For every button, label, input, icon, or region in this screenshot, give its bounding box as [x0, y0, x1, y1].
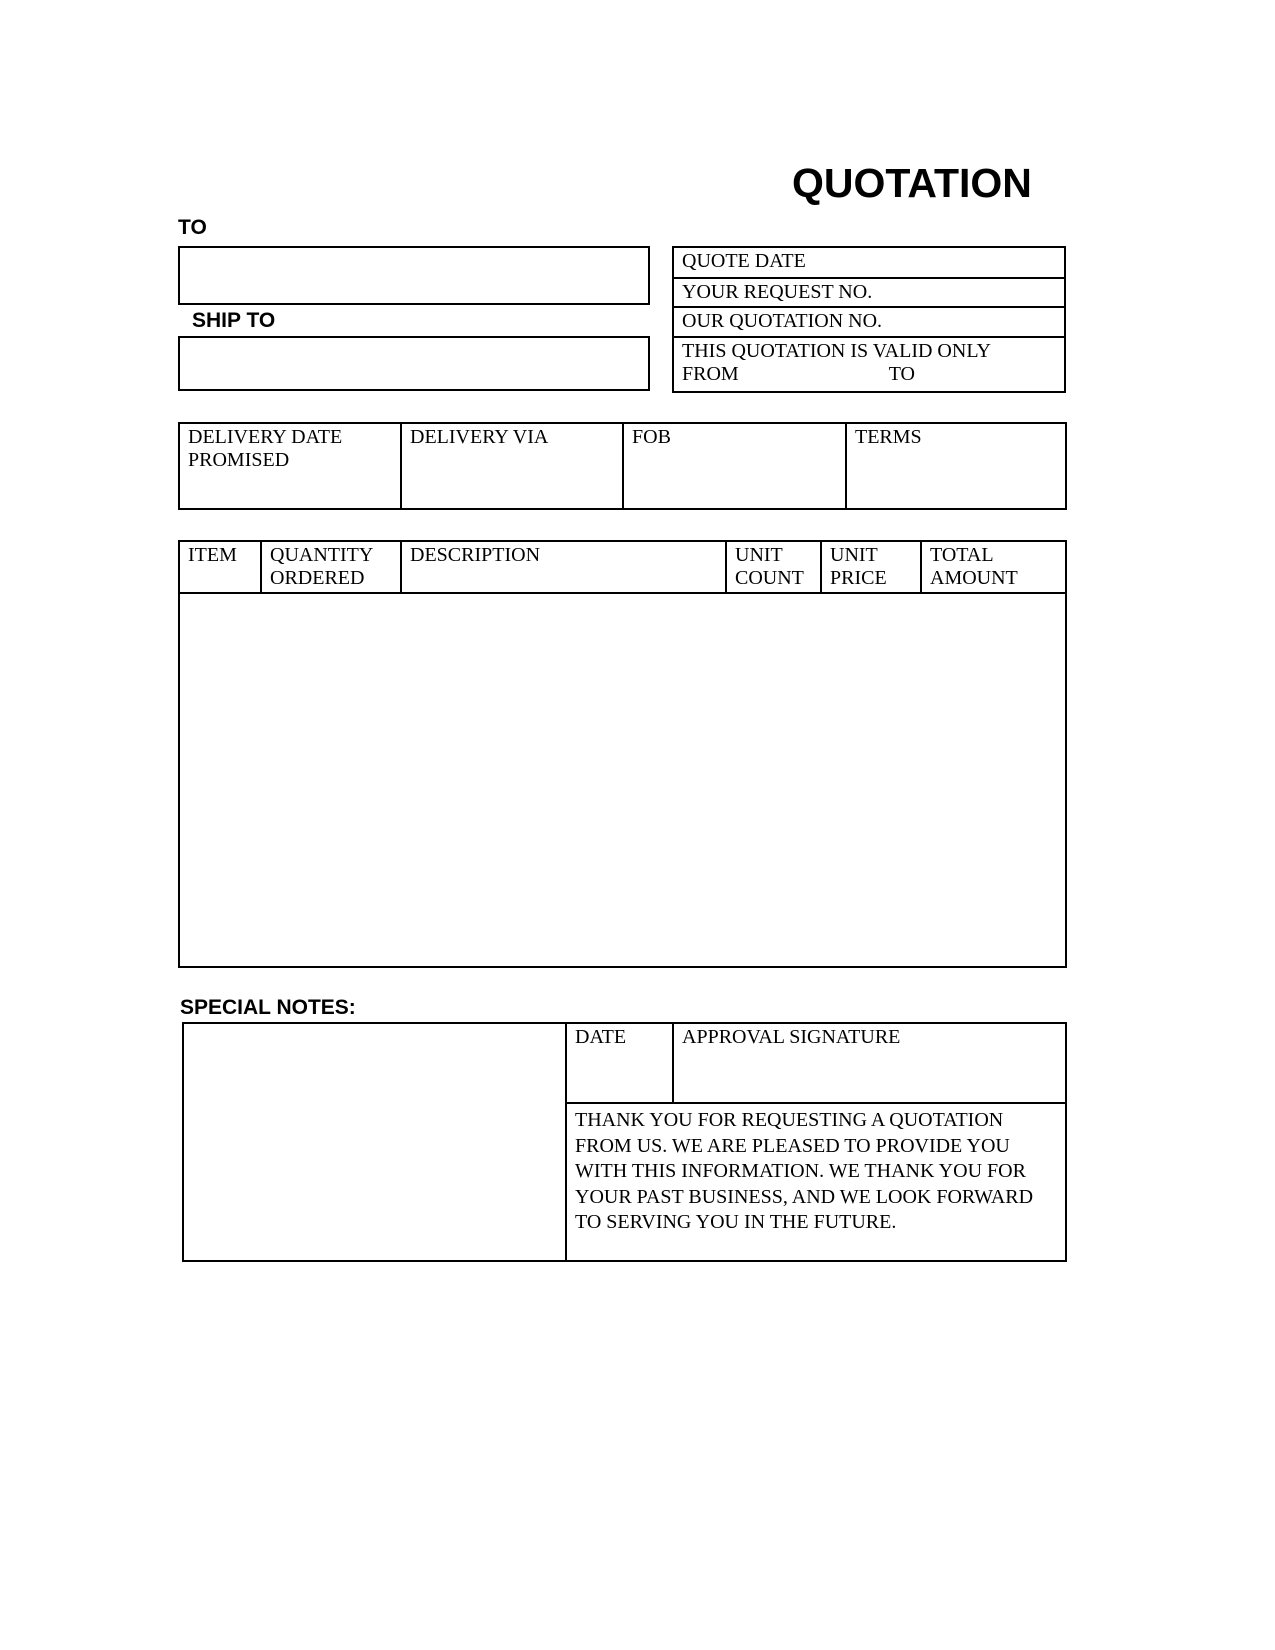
items-header-row: [179, 541, 1066, 593]
unit-price-header: UNIT PRICE: [821, 541, 921, 593]
approval-header-row: [566, 1023, 1066, 1103]
delivery-via-cell: DELIVERY VIA: [401, 423, 623, 509]
quantity-ordered-header: QUANTITY ORDERED: [261, 541, 401, 593]
total-amount-header: TOTAL AMOUNT: [921, 541, 1066, 593]
thank-you-cell: [566, 1103, 1066, 1261]
delivery-date-promised-cell: DELIVERY DATE PROMISED: [179, 423, 401, 509]
request-no-row: [673, 278, 1065, 307]
date-header: DATE: [566, 1023, 673, 1103]
quotation-no-row: [673, 307, 1065, 337]
document-title: QUOTATION: [792, 160, 1032, 206]
thank-you-row: [566, 1103, 1066, 1261]
description-header: DESCRIPTION: [401, 541, 726, 593]
fob-cell: FOB: [623, 423, 846, 509]
validity-line: THIS QUOTATION IS VALID ONLY: [682, 340, 991, 362]
delivery-info-table: [178, 422, 1067, 510]
ship-to-label: SHIP TO: [192, 309, 276, 332]
validity-from-to-line: [682, 363, 1056, 386]
to-label: TO: [178, 216, 207, 239]
validity-to-label: TO: [888, 363, 916, 385]
unit-count-header: UNIT COUNT: [726, 541, 821, 593]
validity-cell: [673, 337, 1065, 392]
item-header: ITEM: [179, 541, 261, 593]
thank-you-note: THANK YOU FOR REQUESTING A QUOTATION FROM US. WE ARE PLEASED TO PROVIDE YOU WITH THIS INFORMATION. WE THANK YOU FOR YOUR PAST BUSINESS, AND WE LOOK FORWARD TO SERVING YOU IN THE FUTURE.: [575, 1109, 1034, 1234]
approval-signature-header: APPROVAL SIGNATURE: [673, 1023, 1066, 1103]
validity-row: [673, 337, 1065, 392]
items-body-row: [179, 593, 1066, 967]
items-table: [178, 540, 1067, 968]
approval-table: [565, 1022, 1067, 1262]
quote-info-table: [672, 246, 1066, 393]
ship-to-address-box: [178, 336, 650, 391]
quote-date-label: QUOTE DATE: [673, 247, 1065, 278]
to-address-box: [178, 246, 650, 305]
validity-from-label: FROM: [682, 363, 739, 385]
request-no-label: YOUR REQUEST NO.: [673, 278, 1065, 307]
quotation-no-label: OUR QUOTATION NO.: [673, 307, 1065, 337]
delivery-header-row: [179, 423, 1066, 509]
quote-date-row: [673, 247, 1065, 278]
terms-cell: TERMS: [846, 423, 1066, 509]
special-notes-label: SPECIAL NOTES:: [180, 996, 356, 1019]
special-notes-box: [182, 1022, 567, 1262]
items-body-cell: [179, 593, 1066, 967]
